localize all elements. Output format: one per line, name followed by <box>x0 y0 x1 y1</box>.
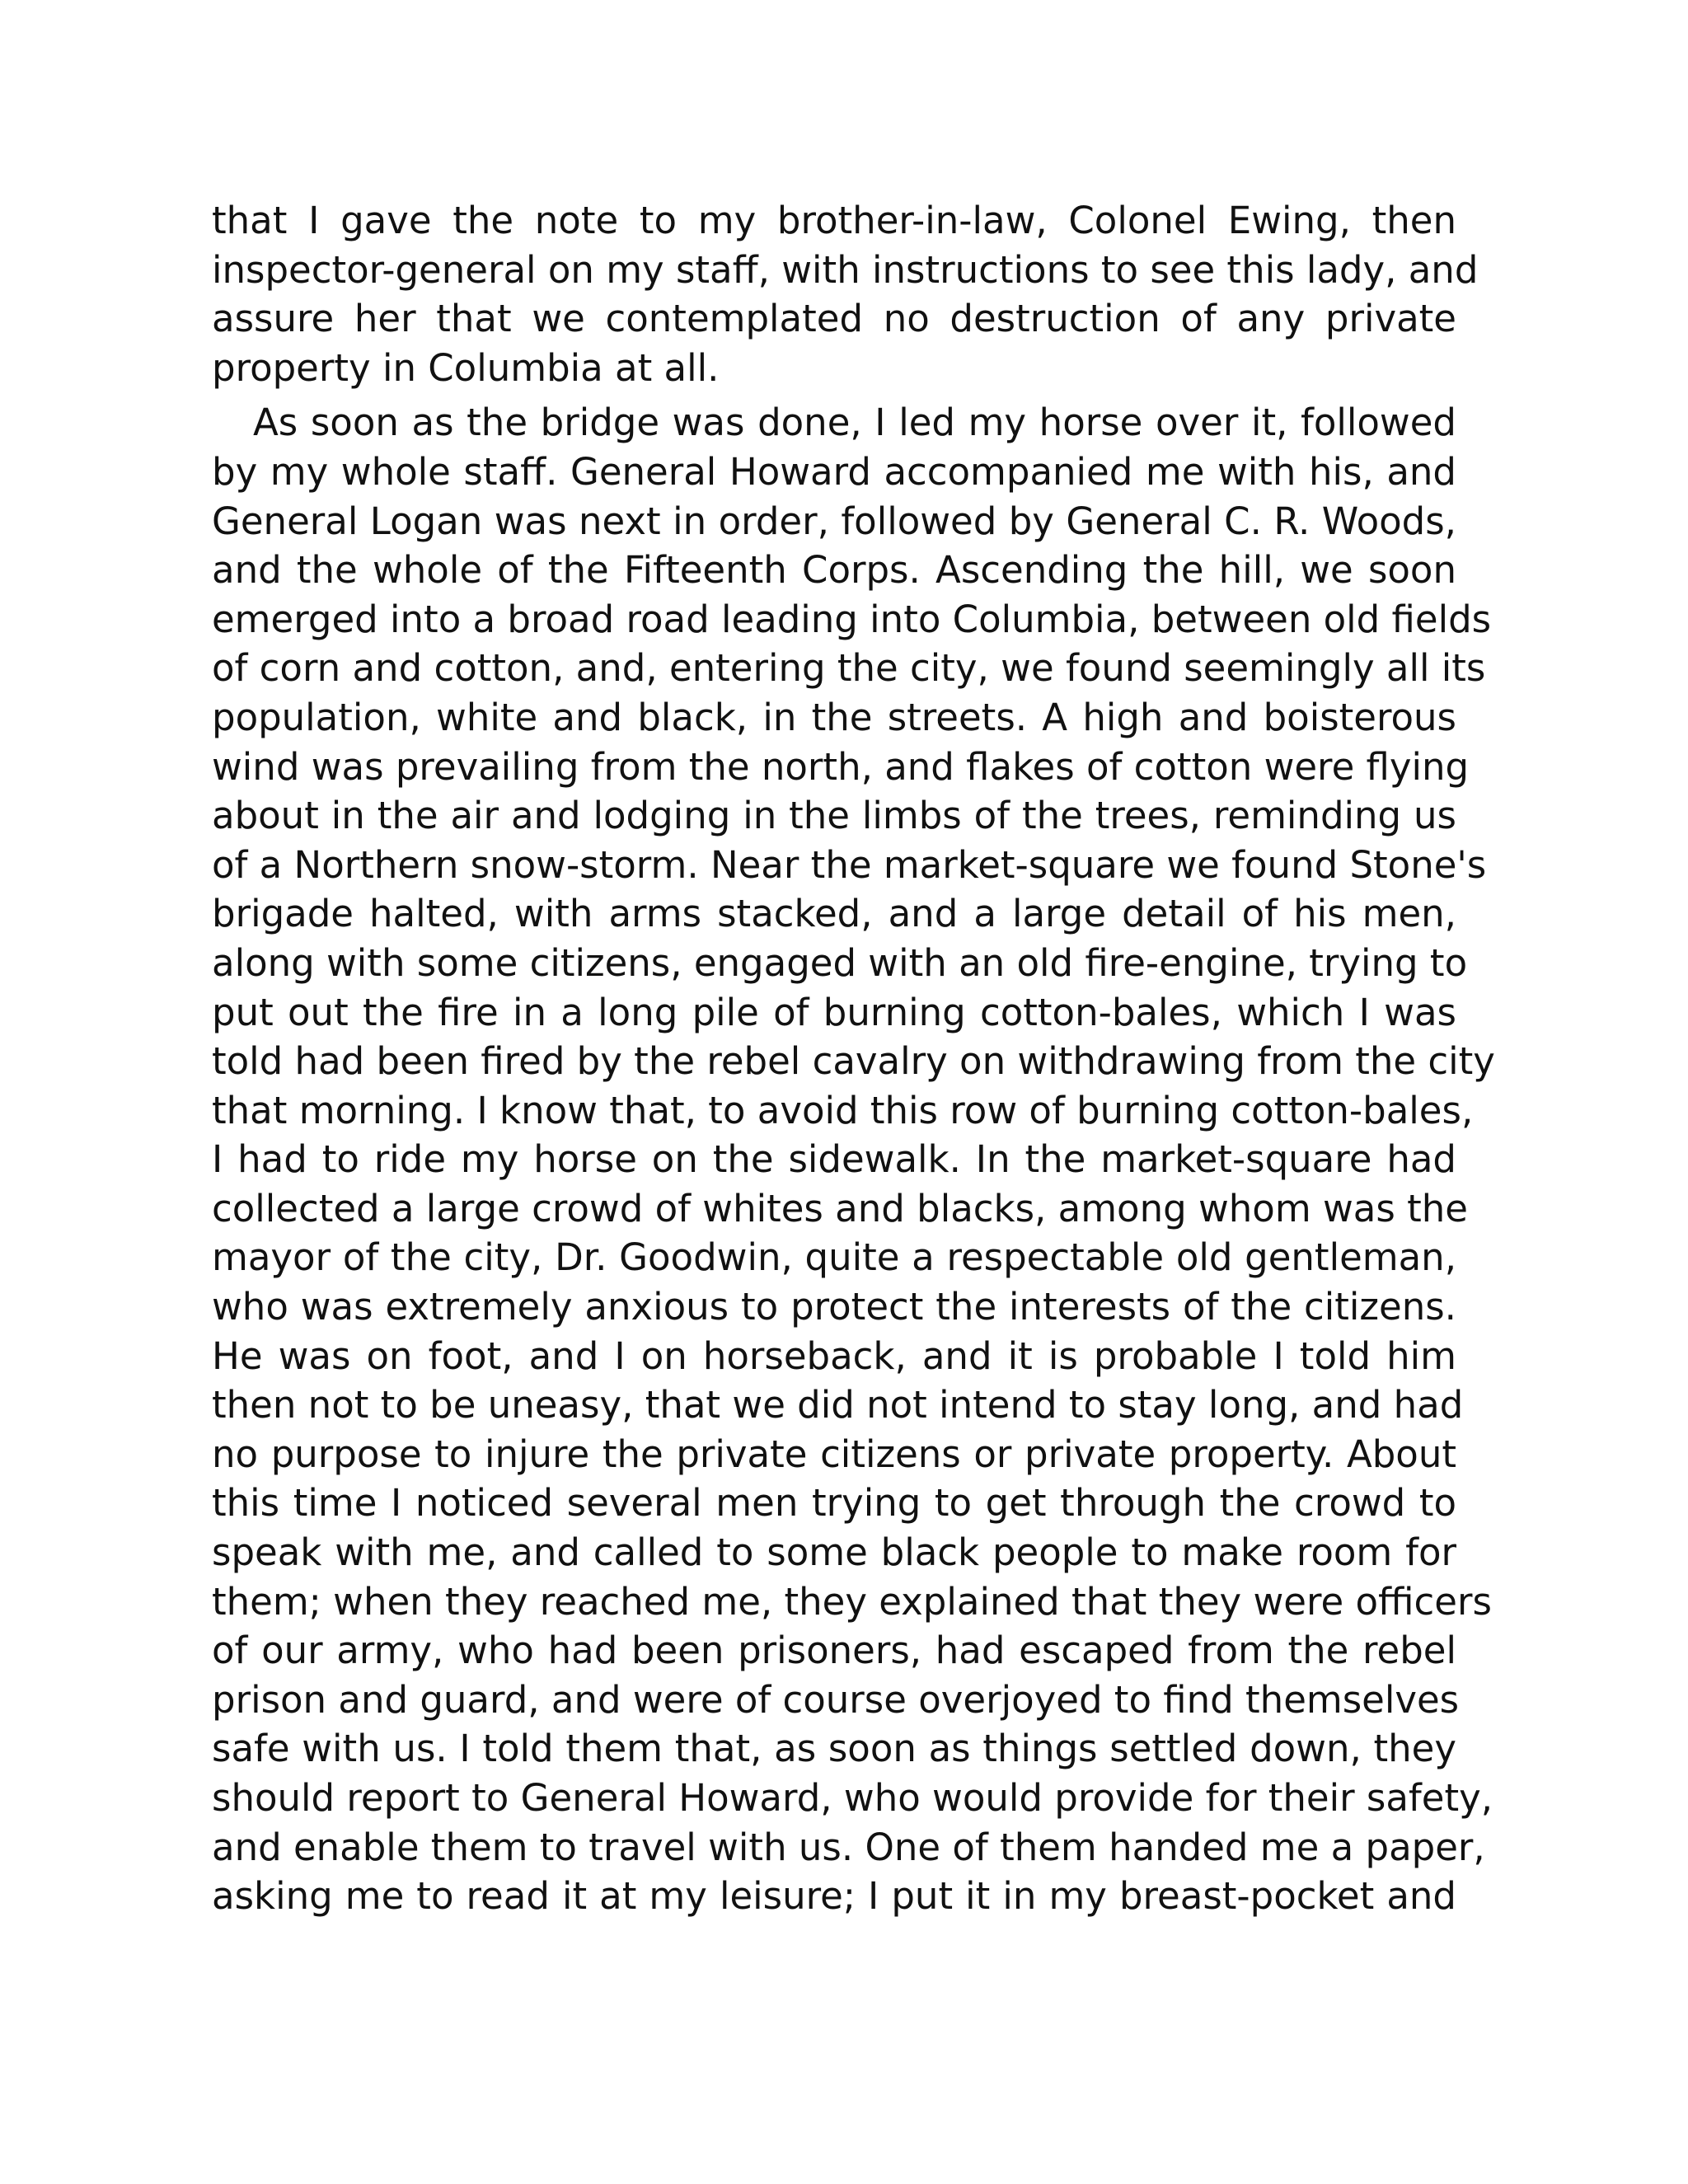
text-line: prison and guard, and were of course overjoyed to find themselves <box>212 1677 1460 1722</box>
text-line: and the whole of the Fifteenth Corps. Ascending the hill, we soon <box>212 548 1456 593</box>
text-line: about in the air and lodging in the limbs of the trees, reminding us <box>212 794 1456 838</box>
text-line: emerged into a broad road leading into Columbia, between old fields <box>212 597 1492 641</box>
paragraph-gap <box>212 392 1456 398</box>
text-line: and enable them to travel with us. One of them handed me a paper, <box>212 1825 1485 1869</box>
text-line: assure her that we contemplated no destruction of any private <box>212 297 1456 341</box>
text-line: collected a large crowd of whites and blacks, among whom was the <box>212 1186 1468 1230</box>
text-line: no purpose to injure the private citizens or private property. About <box>212 1432 1456 1476</box>
paragraph-2 <box>212 398 1495 1920</box>
text-line: mayor of the city, Dr. Goodwin, quite a respectable old gentleman, <box>212 1235 1456 1280</box>
text-line: along with some citizens, engaged with an old fire-engine, trying to <box>212 940 1468 985</box>
text-line: I had to ride my horse on the sidewalk. In the market-square had <box>212 1137 1456 1182</box>
text-line: of a Northern snow-storm. Near the market-square we found Stone's <box>212 842 1487 887</box>
text-line: put out the fire in a long pile of burning cotton-bales, which I was <box>212 990 1456 1034</box>
paragraph-1 <box>212 196 1479 392</box>
text-line: property in Columbia at all. <box>212 345 720 390</box>
text-line: He was on foot, and I on horseback, and it is probable I told him <box>212 1333 1456 1378</box>
text-line: then not to be uneasy, that we did not intend to stay long, and had <box>212 1383 1464 1427</box>
text-line: them; when they reached me, they explained that they were officers <box>212 1579 1492 1624</box>
text-line: brigade halted, with arms stacked, and a large detail of his men, <box>212 892 1456 936</box>
text-line: that I gave the note to my brother-in-law, Colonel Ewing, then <box>212 199 1456 242</box>
text-line: inspector-general on my staff, with instructions to see this lady, and <box>212 247 1479 292</box>
text-line: General Logan was next in order, followed by General C. R. Woods, <box>212 499 1456 543</box>
text-line: wind was prevailing from the north, and flakes of cotton were flying <box>212 744 1470 789</box>
text-line: that morning. I know that, to avoid this row of burning cotton-bales, <box>212 1088 1474 1132</box>
text-line: of our army, who had been prisoners, had escaped from the rebel <box>212 1629 1456 1673</box>
text-line: population, white and black, in the streets. A high and boisterous <box>212 695 1456 739</box>
text-line: of corn and cotton, and, entering the city, we found seemingly all its <box>212 646 1486 691</box>
text-line: should report to General Howard, who would provide for their safety, <box>212 1776 1493 1820</box>
text-line: this time I noticed several men trying to get through the crowd to <box>212 1481 1456 1526</box>
text-line: As soon as the bridge was done, I led my horse over it, followed <box>253 401 1456 445</box>
text-line: speak with me, and called to some black people to make room for <box>212 1530 1456 1575</box>
body-text <box>212 196 1495 1921</box>
text-line: told had been fired by the rebel cavalry on withdrawing from the city <box>212 1039 1495 1084</box>
text-line: safe with us. I told them that, as soon as things settled down, they <box>212 1727 1456 1771</box>
text-line: by my whole staff. General Howard accompanied me with his, and <box>212 449 1456 494</box>
text-line: who was extremely anxious to protect the interests of the citizens. <box>212 1285 1456 1329</box>
text-line: asking me to read it at my leisure; I put it in my breast-pocket and <box>212 1874 1456 1919</box>
